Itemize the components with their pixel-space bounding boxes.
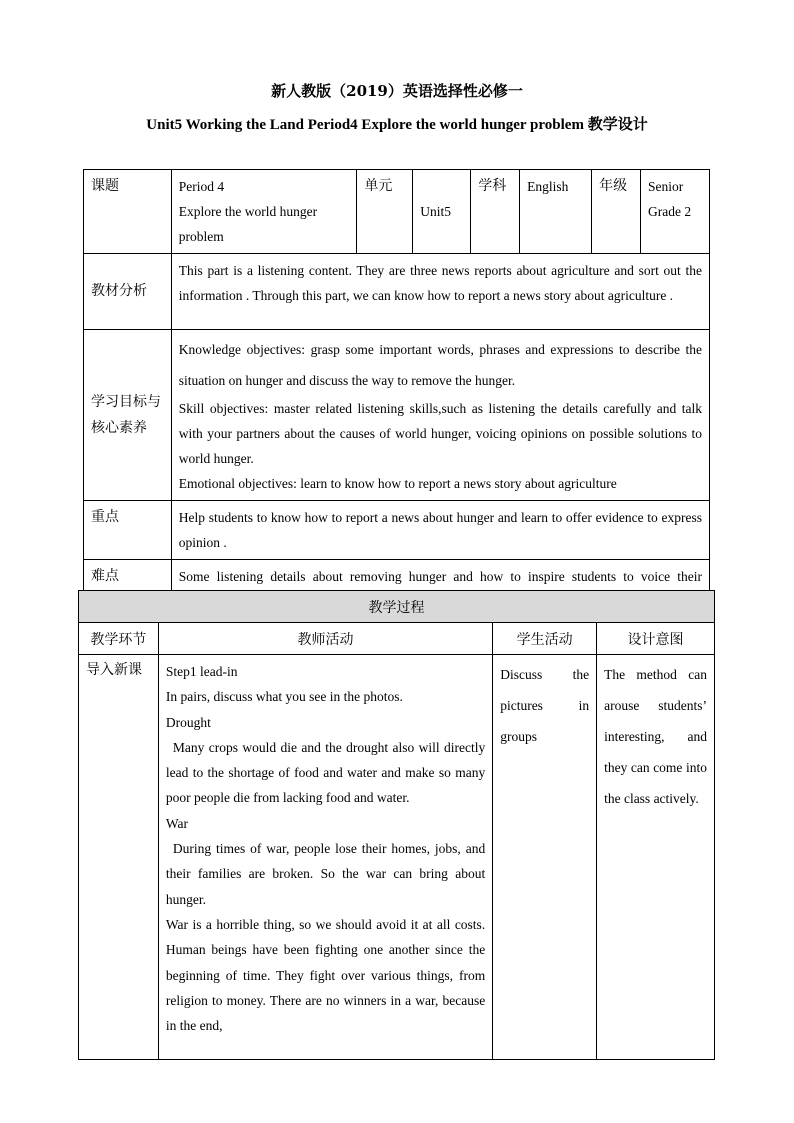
subject-value: English [520, 170, 592, 254]
topic-value: Period 4 Explore the world hunger problem [171, 170, 357, 254]
objectives-text [171, 330, 709, 501]
document-subtitle: Unit5 Working the Land Period4 Explore the world hunger problem 教学设计 [146, 117, 648, 133]
design-intent-cell: The method can arouse students’ interesting, and they can come into the class actively. [597, 655, 715, 1060]
teacher-paragraph: In pairs, discuss what you see in the photos. [165, 689, 403, 705]
teacher-paragraph: Step1 lead-in [165, 664, 238, 679]
teacher-activity-cell [158, 655, 492, 1060]
teacher-paragraph: War [165, 815, 189, 831]
grade-label: 年级 [592, 170, 641, 254]
teaching-process-table [78, 590, 715, 1060]
teacher-paragraph: Drought [165, 714, 211, 730]
knowledge-objective: Knowledge objectives: grasp some important words, phrases and expressions to describe the situation on hunger and discuss the way to remove the hunger. [178, 342, 702, 388]
col-header-design: 设计意图 [597, 623, 715, 655]
difficulty-label: 难点 [84, 560, 172, 619]
unit-value: Unit5 [413, 170, 471, 254]
process-title: 教学过程 [79, 591, 715, 623]
teacher-paragraph: Many crops would die and the drought also will directly lead to the shortage of food and water and make so many poor people die from lacking food and water. [165, 739, 486, 806]
student-activity-cell: Discuss the pictures in groups [493, 655, 597, 1060]
skill-objective: Skill objectives: master related listening skills,such as listening the details carefully and talk with your partners about the causes of world hunger, voicing opinions on possible solutions to world hunger. [178, 401, 702, 466]
subject-label: 学科 [471, 170, 520, 254]
document-title: 新人教版（2019）英语选择性必修一 [271, 82, 523, 100]
key-point-label: 重点 [84, 501, 172, 560]
difficulty-text: Some listening details about removing hunger and how to inspire students to voice their [171, 560, 709, 619]
teacher-paragraph: War is a horrible thing, so we should avoid it at all costs. Human beings have been fighting one another since the beginning of time. They fight over various things, from religion to money. There are no winners in a war, because in the end, [165, 916, 486, 1034]
topic-label: 课题 [84, 170, 172, 254]
teacher-paragraph: During times of war, people lose their homes, jobs, and their families are broken. So the war can bring about hunger. [165, 841, 486, 907]
col-header-teacher: 教师活动 [158, 623, 492, 655]
analysis-text: This part is a listening content. They are three news reports about agriculture and sort out the information . Through this part, we can know how to report a news story about agriculture . [171, 254, 709, 330]
lesson-info-table [83, 169, 710, 619]
unit-label: 单元 [357, 170, 413, 254]
stage-cell: 导入新课 [79, 655, 159, 1060]
grade-value: Senior Grade 2 [641, 170, 710, 254]
key-point-text: Help students to know how to report a news about hunger and learn to offer evidence to express opinion . [171, 501, 709, 560]
col-header-student: 学生活动 [493, 623, 597, 655]
analysis-label: 教材分析 [84, 254, 172, 330]
emotional-objective: Emotional objectives: learn to know how to report a news story about agriculture [178, 476, 617, 491]
col-header-stage: 教学环节 [79, 623, 159, 655]
objectives-label: 学习目标与核心素养 [84, 330, 172, 501]
